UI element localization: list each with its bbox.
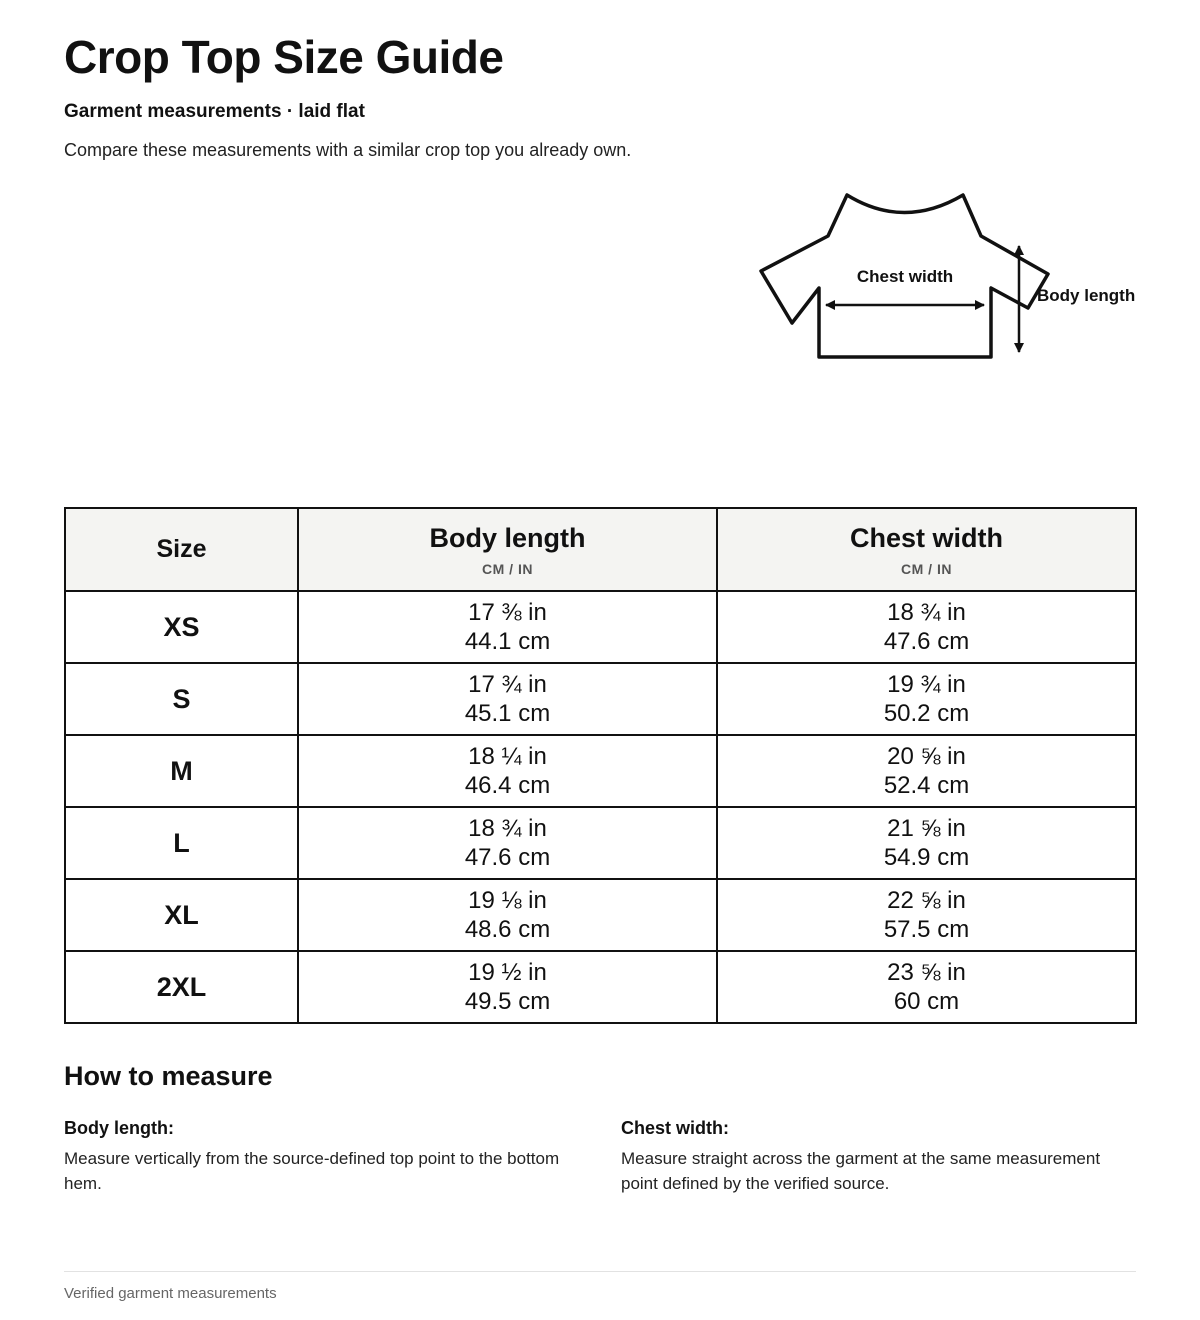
body-length-cell <box>298 735 717 807</box>
garment-diagram <box>744 180 1136 380</box>
body-length-cell <box>298 807 717 879</box>
chest-width-cell <box>717 879 1136 951</box>
table-row <box>65 735 1136 807</box>
size-cell: XS <box>65 591 298 663</box>
body-length-cell <box>298 591 717 663</box>
chest-width-inches: 22 ⅝ in <box>887 887 966 914</box>
table-row <box>65 879 1136 951</box>
size-cell: S <box>65 663 298 735</box>
body-length-cm: 48.6 cm <box>464 916 551 943</box>
chest-width-inches: 19 ¾ in <box>887 671 966 698</box>
chest-width-cell <box>717 951 1136 1023</box>
page-title: Crop Top Size Guide <box>64 31 504 83</box>
chest-width-instructions <box>621 1116 1136 1196</box>
body-length-cm: 49.5 cm <box>464 988 551 1015</box>
footer-divider <box>64 1271 1136 1272</box>
body-length-instructions-text: Measure vertically from the source-defined top point to the bottom hem. <box>64 1149 560 1193</box>
header-body-length-units: CM / IN <box>482 560 533 577</box>
table-row <box>65 663 1136 735</box>
size-table <box>64 507 1137 1024</box>
chest-width-cm: 57.5 cm <box>883 916 970 943</box>
body-length-cm: 45.1 cm <box>464 700 551 727</box>
size-guide-page <box>64 0 1136 1320</box>
body-length-instructions <box>64 1116 564 1196</box>
body-length-inches: 19 ⅛ in <box>468 887 547 914</box>
chest-width-cell <box>717 807 1136 879</box>
chest-width-cm: 60 cm <box>893 988 960 1015</box>
body-length-inches: 17 ¾ in <box>468 671 547 698</box>
body-length-inches: 18 ¼ in <box>468 743 547 770</box>
intro-text: Compare these measurements with a similar crop top you already own. <box>64 140 632 160</box>
header-body-length-label: Body length <box>429 522 586 553</box>
header-chest-width <box>717 508 1136 591</box>
body-length-cm: 46.4 cm <box>464 772 551 799</box>
chest-width-cell <box>717 591 1136 663</box>
header-chest-width-label: Chest width <box>850 522 1003 553</box>
body-length-cell <box>298 663 717 735</box>
chest-width-cell <box>717 663 1136 735</box>
page-subtitle: Garment measurements · laid flat <box>64 101 365 122</box>
table-header-row <box>65 508 1136 591</box>
chest-width-inches: 21 ⅝ in <box>887 815 966 842</box>
chest-width-inches: 18 ¾ in <box>887 599 966 626</box>
how-to-measure-heading: How to measure <box>64 1061 273 1091</box>
body-length-instructions-title: Body length: <box>64 1118 174 1138</box>
body-length-inches: 18 ¾ in <box>468 815 547 842</box>
chest-width-instructions-title: Chest width: <box>621 1118 729 1138</box>
table-row <box>65 951 1136 1023</box>
header-body-length <box>298 508 717 591</box>
body-length-inches: 17 ⅜ in <box>468 599 547 626</box>
chest-width-cm: 52.4 cm <box>883 772 970 799</box>
footer-note: Verified garment measurements <box>64 1285 277 1302</box>
chest-width-cm: 50.2 cm <box>883 700 970 727</box>
body-length-cell <box>298 951 717 1023</box>
chest-width-cm: 54.9 cm <box>883 844 970 871</box>
body-length-cell <box>298 879 717 951</box>
table-row <box>65 807 1136 879</box>
chest-width-cm: 47.6 cm <box>883 628 970 655</box>
chest-width-cell <box>717 735 1136 807</box>
body-length-cm: 44.1 cm <box>464 628 551 655</box>
chest-width-instructions-text: Measure straight across the garment at the same measurement point defined by the verified source. <box>621 1149 1101 1193</box>
header-chest-width-units: CM / IN <box>901 560 952 577</box>
header-size <box>65 508 298 591</box>
body-length-cm: 47.6 cm <box>464 844 551 871</box>
body-length-label: Body length <box>1037 286 1136 305</box>
size-cell: L <box>65 807 298 879</box>
crop-top-illustration <box>744 180 1136 380</box>
header-size-label: Size <box>156 535 207 563</box>
table-row <box>65 591 1136 663</box>
chest-width-label: Chest width <box>856 267 954 286</box>
chest-width-inches: 20 ⅝ in <box>887 743 966 770</box>
body-length-inches: 19 ½ in <box>468 959 547 986</box>
size-cell: XL <box>65 879 298 951</box>
size-cell: M <box>65 735 298 807</box>
chest-width-inches: 23 ⅝ in <box>887 959 966 986</box>
size-cell: 2XL <box>65 951 298 1023</box>
